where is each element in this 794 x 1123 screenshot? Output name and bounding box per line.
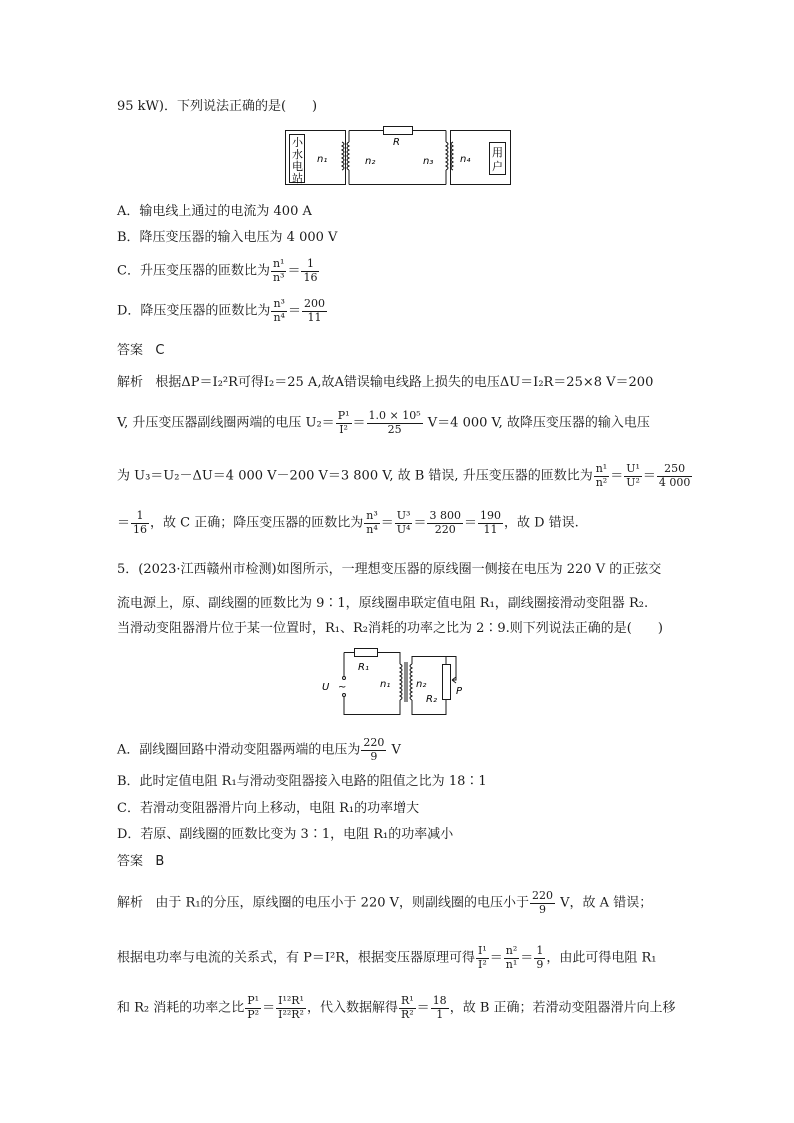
q5-stem-line-1: 5．(2023·江西赣州市检测)如图所示，一理想变压器的原线圈一侧接在电压为 220 V 的正弦交: [117, 562, 662, 577]
label-tilde: ~: [338, 682, 347, 693]
answer-value: B: [155, 854, 165, 869]
label-n2: n₂: [365, 156, 376, 167]
fraction: $\frac{\text{n³}}{\text{n⁴}}$: [366, 509, 378, 536]
q5-explanation-line-3: 和 R₂ 消耗的功率之比 $\frac{\text{P¹}}{\text{P²}}$ ＝ $\frac{\text{I¹²R¹}}{\text{I²²R²}}$ ，代入数据解得 $\frac{\text{R¹}}{\text{R²}}$ ＝ $\frac{18}{1}$ ，故 B 正确；若滑动变阻器滑片向上移: [117, 994, 676, 1021]
fraction: $\frac{1}{9}$: [536, 944, 544, 971]
fraction: $\frac{18}{1}$: [432, 994, 447, 1021]
q5-circuit-diagram: [316, 642, 466, 722]
q5-answer: [117, 855, 164, 868]
station-char-3: 电: [292, 160, 303, 173]
answer-label: 答案: [117, 343, 144, 358]
fraction: $\frac{\text{I¹²R¹}}{\text{I²²R²}}$: [278, 994, 304, 1021]
label-n2: n₂: [416, 679, 427, 690]
q4-explanation-line-4: ＝ $\frac{1}{16}$ ，故 C 正确；降压变压器的匝数比为 $\frac{\text{n³}}{\text{n⁴}}$ ＝ $\frac{\text{U³}}{\text{U⁴}}$ ＝ $\frac{3 800}{220}$ ＝ $\frac{190}{11}$ ，故 D 错误.: [117, 509, 579, 536]
explanation-label: 解析: [117, 375, 144, 390]
user-char-2: 户: [492, 160, 503, 173]
q5-stem-line-2: 流电源上，原、副线圈的匝数比为 9∶1，原线圈串联定值电阻 R₁，副线圈接滑动变阻器 R₂.: [117, 596, 649, 611]
q4-explanation-line-2: V, 升压变压器副线圈两端的电压 U₂＝ $\frac{\text{P¹}}{\text{I²}}$ ＝ $\frac{\text{1.0 × 10⁵}}{25}$ V＝4 000 V, 故降压变压器的输入电压: [117, 409, 650, 436]
label-n3: n₃: [423, 156, 434, 167]
fraction: $\frac{3 800}{220}$: [429, 509, 461, 536]
fraction: $\frac{250}{4 000}$: [658, 462, 691, 489]
q5-explanation-line-2: 根据电功率与电流的关系式，有 P＝I²R，根据变压器原理可得 $\frac{\text{I¹}}{\text{I²}}$ ＝ $\frac{\text{n²}}{\text{n¹}}$ ＝ $\frac{1}{9}$ ，由此可得电阻 R₁: [117, 944, 657, 971]
label-r2: R₂: [426, 694, 437, 705]
fraction: $\frac{190}{11}$: [479, 509, 501, 536]
fraction: $\frac{200}{11}$: [303, 297, 325, 324]
fraction: $\frac{\text{n³}}{\text{n⁴}}$: [273, 297, 285, 324]
answer-value: C: [155, 343, 165, 358]
fraction: $\frac{\text{U³}}{\text{U⁴}}$: [396, 509, 411, 536]
fraction: $\frac{\text{R¹}}{\text{R²}}$: [400, 994, 414, 1021]
label-n1: n₁: [317, 154, 328, 165]
q5-option-d: D．若原、副线圈的匝数比变为 3∶1，电阻 R₁的功率减小: [117, 827, 454, 842]
label-n1: n₁: [380, 679, 391, 690]
fraction: $\frac{1}{16}$: [303, 257, 318, 284]
label-r: R: [393, 137, 400, 148]
fraction: $\frac{220}{9}$: [363, 736, 385, 763]
label-p: P: [456, 686, 463, 697]
label-n4: n₄: [460, 154, 471, 165]
answer-label: 答案: [117, 854, 144, 869]
q4-explanation-line-1: 解析 根据ΔP＝I₂²R可得I₂＝25 A,故A错误输电线路上损失的电压ΔU＝I₂R＝25×8 V＝200: [117, 375, 654, 390]
q4-option-c: C．升压变压器的匝数比为 $\frac{\text{n¹}}{\text{n³}}$ ＝ $\frac{1}{16}$: [117, 257, 318, 284]
station-char-2: 水: [292, 148, 303, 161]
label-u: U: [322, 682, 330, 693]
fraction: $\frac{\text{n²}}{\text{n¹}}$: [505, 944, 518, 971]
fraction: $\frac{\text{n¹}}{\text{n²}}$: [595, 462, 608, 489]
fraction: $\frac{\text{n¹}}{\text{n³}}$: [272, 257, 285, 284]
fraction: $\frac{\text{P¹}}{\text{I²}}$: [337, 409, 350, 436]
fraction: $\frac{\text{P¹}}{\text{P²}}$: [247, 994, 260, 1021]
q5-stem-line-3: 当滑动变阻器滑片位于某一位置时，R₁、R₂消耗的功率之比为 2∶9.则下列说法正确的是( ): [117, 621, 663, 636]
q4-answer: [117, 344, 165, 357]
explanation-label: 解析: [117, 895, 144, 911]
q4-explanation-line-3: 为 U₃＝U₂－ΔU＝4 000 V－200 V＝3 800 V, 故 B 错误, 升压变压器的匝数比为 $\frac{\text{n¹}}{\text{n²}}$ ＝ $\frac{\text{U¹}}{\text{U²}}$ ＝ $\frac{250}{4 000}$: [117, 462, 691, 489]
q5-option-c: C．若滑动变阻器滑片向上移动，电阻 R₁的功率增大: [117, 801, 420, 816]
q5-explanation-line-1: 解析 由于 R₁的分压，原线圈的电压小于 220 V，则副线圈的电压小于 $\frac{220}{9}$ V，故 A 错误；: [117, 889, 653, 916]
label-r1: R₁: [358, 662, 369, 673]
fraction: $\frac{220}{9}$: [532, 889, 554, 916]
q4-circuit-diagram: [285, 124, 515, 190]
fraction: $\frac{1}{16}$: [133, 509, 148, 536]
fraction: $\frac{\text{U¹}}{\text{U²}}$: [626, 462, 640, 489]
station-char-4: 站: [292, 172, 303, 185]
q4-option-b: B．降压变压器的输入电压为 4 000 V: [117, 230, 338, 245]
fraction: $\frac{\text{I¹}}{\text{I²}}$: [478, 944, 487, 971]
user-char-1: 用: [492, 146, 503, 159]
station-char-1: 小: [292, 136, 303, 149]
q5-option-b: B．此时定值电阻 R₁与滑动变阻器接入电路的阻值之比为 18∶1: [117, 774, 487, 789]
q4-option-a: A．输电线上通过的电流为 400 A: [117, 204, 312, 219]
q5-option-a: A．副线圈回路中滑动变阻器两端的电压为 $\frac{220}{9}$ V: [117, 736, 401, 763]
q4-intro: 95 kW)．下列说法正确的是( ): [117, 99, 318, 114]
q4-option-d: D．降压变压器的匝数比为 $\frac{\text{n³}}{\text{n⁴}}$ ＝ $\frac{200}{11}$: [117, 297, 325, 324]
fraction: $\frac{\text{1.0 × 10⁵}}{25}$: [368, 409, 421, 436]
